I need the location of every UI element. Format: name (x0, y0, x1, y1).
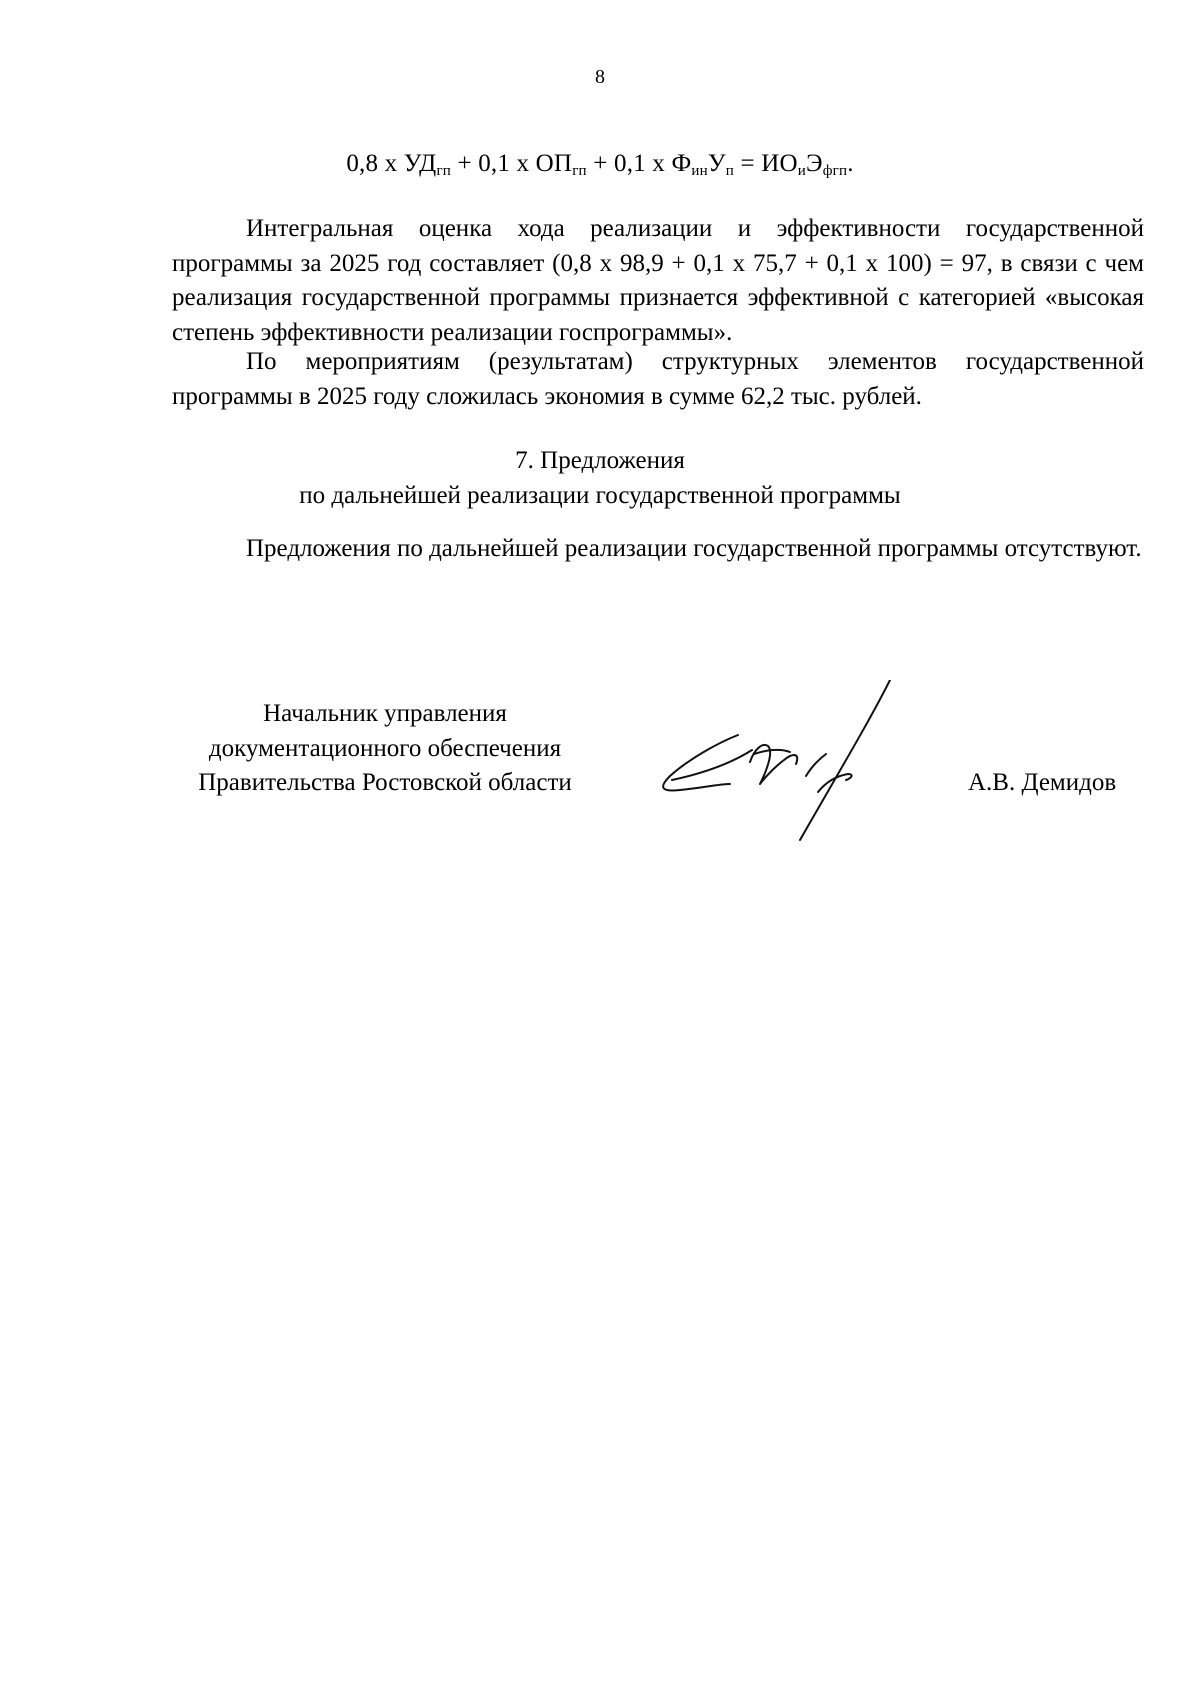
signer-position-line-3: Правительства Ростовской области (198, 769, 572, 796)
formula (0, 150, 1200, 178)
formula-subscript: п (725, 163, 735, 179)
signer-position-line-2: документационного обеспечения (208, 734, 562, 762)
formula-part: Э (805, 150, 823, 177)
paragraph-block-proposals (172, 532, 1144, 567)
section-heading-line-1: 7. Предложения (515, 447, 685, 474)
signer-position-line-1: Начальник управления (263, 700, 507, 727)
formula-part: = ИО (734, 150, 798, 177)
page-number: 8 (595, 66, 605, 88)
formula-part: + 0,1 х Ф (586, 150, 692, 177)
formula-part: + 0,1 х ОП (451, 150, 573, 177)
formula-subscript: фгп (822, 163, 848, 179)
signer-position (160, 697, 610, 801)
paragraph-block-evaluation (172, 212, 1144, 350)
formula-part: 0,8 х УД (346, 150, 437, 177)
formula-part: . (847, 150, 854, 177)
paragraph-block-economy (172, 345, 1144, 414)
signer-name: А.В. Демидов (968, 769, 1117, 796)
section-heading (0, 444, 1200, 513)
paragraph-economy: По мероприятиям (результатам) структурных элементов государственной программы в 2025 году сложилась экономия в сумме 62,2 тыс. рублей. (172, 348, 1144, 410)
formula-subscript: гп (572, 163, 587, 179)
handwritten-signature (650, 680, 950, 850)
formula-part: У (707, 150, 726, 177)
section-heading-line-2: по дальнейшей реализации государственной программы (299, 481, 901, 509)
paragraph-proposals: Предложения по дальнейшей реализации государственной программы отсутствуют. (246, 535, 1142, 562)
formula-subscript: гп (436, 163, 452, 179)
formula-subscript: и (797, 163, 806, 179)
paragraph-integral-assessment: Интегральная оценка хода реализации и эффективности государственной программы за 2025 год составляет (0,8 х 98,9 + 0,1 х 75,7 + 0,1 х 100) = 97, в связи с чем реализация государственной программы признается эффективной с категорией «высокая степень эффективности реализации госпрограммы». (172, 215, 1144, 346)
formula-subscript: ин (691, 163, 708, 179)
